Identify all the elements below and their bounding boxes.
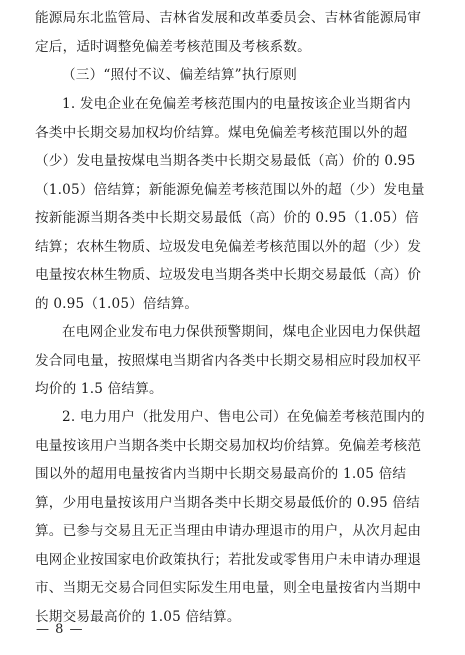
item-1-line-8: 的 0.95（1.05）倍结算。: [35, 295, 199, 312]
item-1-line-4: （1.05）倍结算；新能源免偏差考核范围以外的超（少）发电量: [35, 181, 425, 198]
intro-paragraph: [35, 4, 440, 61]
item-2-line-3: 围以外的超用电量按省内当期中长期交易最高价的 1.05 倍结: [35, 466, 407, 482]
item-1-line-5: 按新能源当期各类中长期交易最低（高）价的 0.95（1.05）倍: [35, 210, 419, 226]
item-1-line-3: （少）发电量按煤电当期各类中长期交易最低（高）价的 0.95: [35, 153, 416, 169]
item-1-paragraph: [35, 90, 440, 318]
item-2-line-5: 算。已参与交易且无正当理由申请办理退市的用户，从次月起由: [35, 523, 422, 539]
intro-line-1: 能源局东北监管局、吉林省发展和改革委员会、吉林省能源局审: [35, 10, 422, 26]
item-2-paragraph: [35, 403, 440, 631]
warning-line-1: 在电网企业发布电力保供预警期间，煤电企业因电力保供超: [62, 324, 421, 340]
page-number: — 8 —: [36, 622, 84, 637]
item-2-line-8: 长期交易最高价的 1.05 倍结算。: [35, 608, 241, 625]
item-1-line-2: 各类中长期交易加权均价结算。煤电免偏差考核范围以外的超: [35, 124, 408, 141]
warning-line-3: 均价的 1.5 倍结算。: [35, 381, 163, 397]
section-heading-text: （三）“照付不议、偏差结算”执行原则: [62, 67, 297, 83]
item-1-line-7: 电量按农林生物质、垃圾发电当期各类中长期交易最低（高）价: [35, 267, 422, 283]
item-2-line-2: 电量按该用户当期各类中长期交易加权均价结算。免偏差考核范: [35, 437, 422, 454]
item-2-line-1: 2. 电力用户（批发用户、售电公司）在免偏差考核范围内的: [62, 409, 425, 425]
item-1-line-6: 结算；农林生物质、垃圾发电免偏差考核范围以外的超（少）发: [35, 238, 422, 255]
item-2-line-4: 算，少用电量按该用户当期各类中长期交易最低价的 0.95 倍结: [35, 494, 420, 511]
item-2-line-6: 电网企业按国家电价政策执行；若批发或零售用户未申请办理退: [35, 551, 422, 568]
warning-paragraph: [35, 318, 440, 404]
warning-line-2: 发合同电量，按照煤电当期省内各类中长期交易相应时段加权平: [35, 352, 422, 369]
item-2-line-7: 市、当期无交易合同但实际发生用电量，则全电量按省内当期中: [35, 580, 422, 596]
intro-line-2: 定后，适时调整免偏差考核范围及考核系数。: [35, 38, 311, 55]
section-heading: [35, 61, 440, 90]
item-1-line-1: 1. 发电企业在免偏差考核范围内的电量按该企业当期省内: [62, 96, 411, 112]
